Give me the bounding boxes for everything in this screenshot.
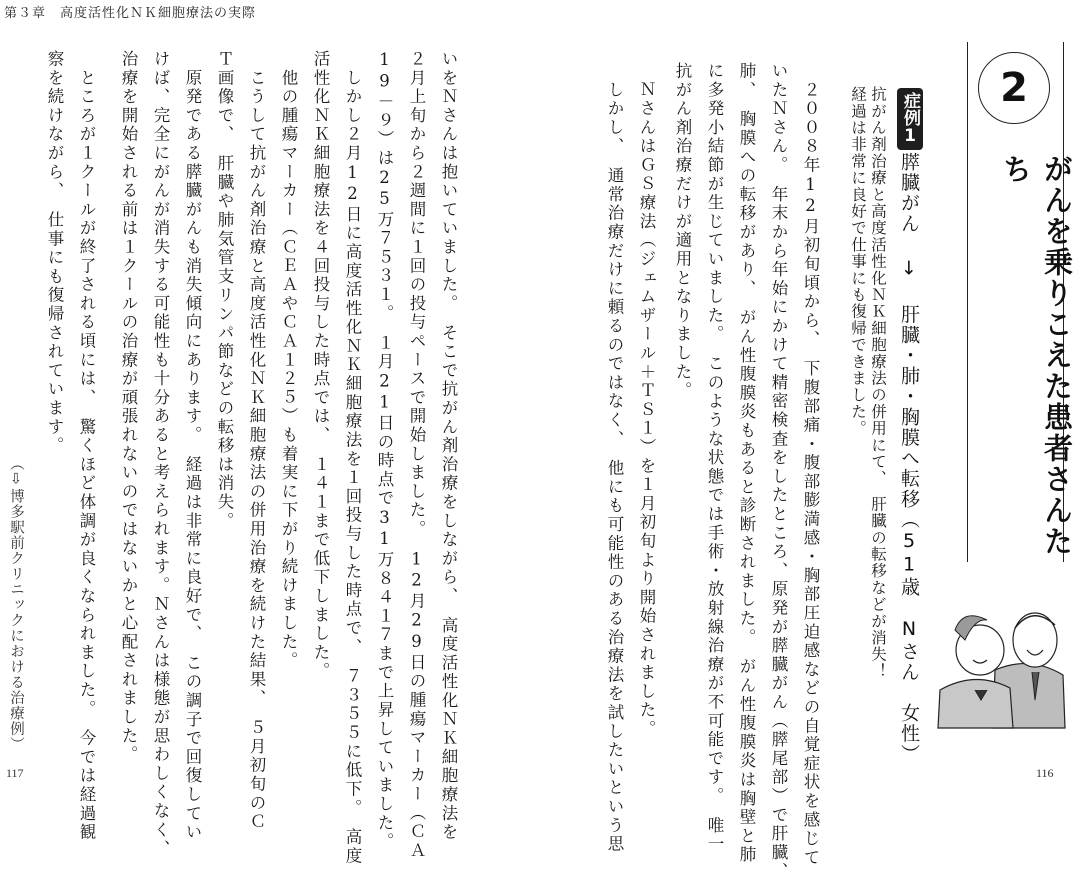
chapter-number-circle: 2 [978,52,1050,124]
case-heading: 膵臓がん ↓ 肝臓・肺・胸膜へ転移（51歳 Nさん 女性） [898,152,920,765]
case-badge: 症例1 [897,88,923,150]
body-line: Ｔ画像で、 肝臓や肺気管支リンパ節などの転移は消失。 [215,50,234,531]
body-line: 察を続けながら、 仕事にも復帰されています。 [45,50,64,456]
body-line: ところが１クールが終了される頃には、 驚くほど体調が良くなられました。 今では経過観 [77,50,96,842]
page-number-right: 116 [1036,766,1054,780]
body-line: 他の腫瘍マーカー（ＣＥＡやＣＡ１２５）も着実に下がり続けました。 [279,50,298,671]
body-line: 治療を開始される前は１クールの治療が頑張れないのではないかと心配されました。 [119,50,138,765]
body-line: ２月上旬から２週間に１回の投与ペースで開始しました。 12月29日の腫瘍マーカー（ＣＡ [407,50,426,861]
body-line: いたＮさん。 年末から年始にかけて精密検査をしたところ、原発が膵臓がん（膵尾部）で肝臓、 [769,62,788,881]
illustration-business-people [935,600,1075,730]
body-line: けば、完全にがんが消失する可能性も十分あると考えられます。Ｎさんは様態が思わしくなく、 [151,50,170,859]
chapter-title-band [967,42,1074,562]
body-line: 活性化ＮＫ細胞療法を４回投与した時点では、 １４１まで低下しました。 [311,50,330,681]
body-line: 19－９）は25万７５３１。 １月21日の時点で31万８４１７まで上昇していました。 [375,50,394,852]
body-line: いをＮさんは抱いていました。 そこで抗がん剤治療をしながら、 高度活性化ＮＫ細胞療法を [439,50,458,842]
chapter-title: がんを乗りこえた患者さんたち [999,154,1074,557]
summary-line: 経過は非常に良好で仕事にも復帰できました。 [849,86,867,437]
body-line: ２００８年12月初旬頃から、 下腹部痛・腹部膨満感・胸部圧迫感などの自覚症状を感じて [801,62,820,868]
body-line: こうして抗がん剤治療と高度活性化ＮＫ細胞療法の併用治療を続けた結果、 ５月初旬のＣ [247,50,266,832]
body-line: しかし２月12日に高度活性化ＮＫ細胞療法を１回投与した時点で、 ７３５５に低下。 高度 [343,50,362,866]
body-line: に多発小結節が生じていました。 このような状態では手術・放射線治療が不可能です。 唯一 [705,62,724,854]
running-head: 第３章 高度活性化ＮＫ細胞療法の実際 [4,6,257,21]
summary-line: 抗がん剤治療と高度活性化ＮＫ細胞療法の併用にて、 肝臓の転移などが消失！ [869,86,887,680]
page-number-left: 117 [6,766,24,780]
source-note: （⇩博多駅前クリニックにおける治療例） [8,456,24,752]
people-illustration-icon [935,600,1075,730]
body-line: 原発である膵臓がんも消失傾向にあります。 経過は非常に良好で、 この調子で回復してい [183,50,202,842]
body-line: しかし、 通常治療だけに頼るのではなく、 他にも可能性のある治療法を試したいという思 [605,62,624,854]
body-line: ＮさんはＧＳ療法（ジェムザール＋ＴＳ１）を１月初旬より開始されました。 [637,62,656,739]
body-line: 抗がん剤治療だけが適用となりました。 [673,62,692,401]
body-line: 肺、 胸膜への転移があり、 がん性腹膜炎もあると診断されました。 がん性腹膜炎は胸壁と肺 [737,62,756,865]
